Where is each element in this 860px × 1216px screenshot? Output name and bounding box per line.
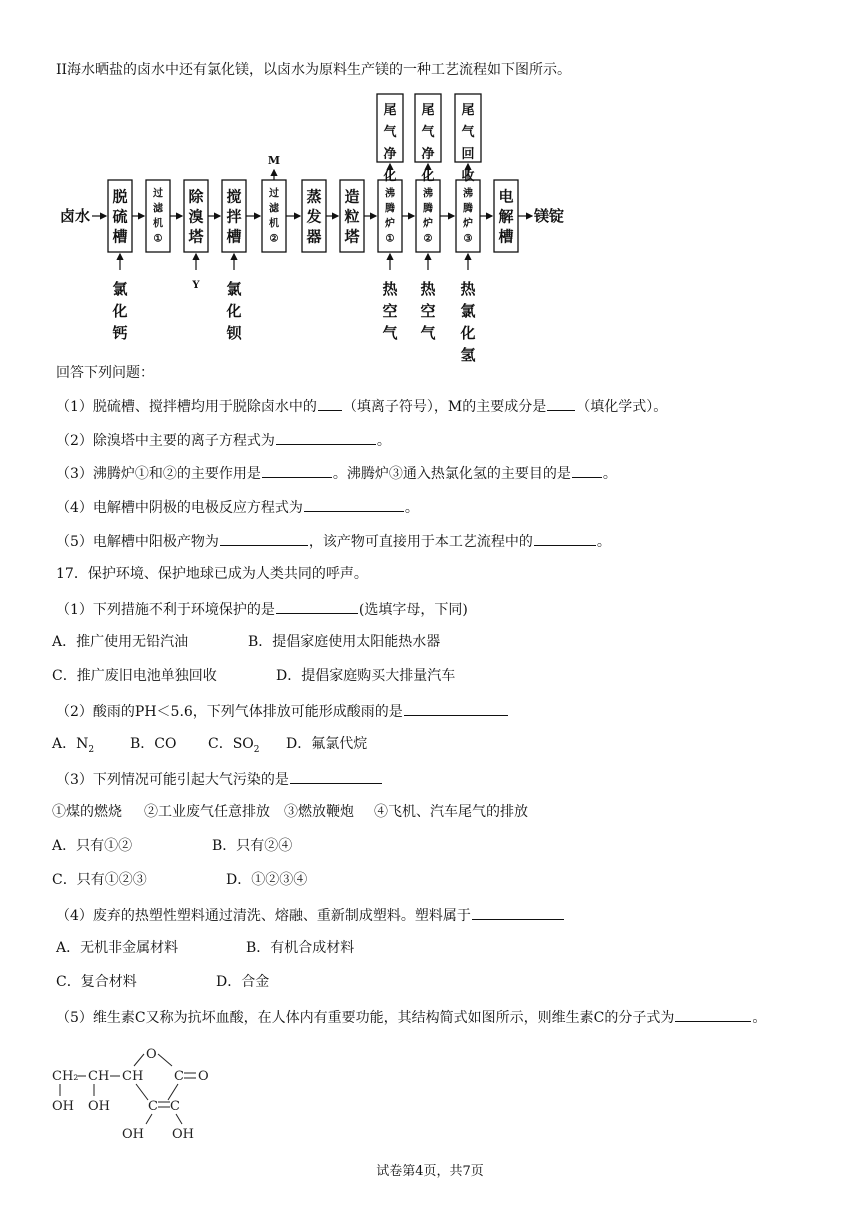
intro-text: II海水晒盐的卤水中还有氯化镁，以卤水为原料生产镁的一种工艺流程如下图所示。: [56, 62, 572, 78]
flow-box-label: 造: [344, 187, 360, 206]
q17-3-options-row2: [52, 870, 307, 890]
answer-blank[interactable]: [304, 496, 404, 512]
oh-1: OH: [52, 1099, 74, 1114]
bottom-label: 热: [420, 280, 436, 298]
bottom-label: 化: [226, 302, 242, 320]
top-box-label: 气: [383, 125, 397, 140]
flow-box-label: 炉: [423, 218, 433, 230]
answer-blank[interactable]: [220, 530, 308, 546]
bottom-label: 钡: [226, 324, 242, 342]
flow-box-label: 过: [153, 188, 163, 200]
option-b[interactable]: B．只有②④: [212, 838, 293, 854]
flow-end-label: 镁锭: [534, 207, 565, 225]
bottom-label: 热: [460, 280, 476, 298]
ring-c1: C: [148, 1099, 158, 1114]
process-flow-diagram: [60, 92, 570, 364]
option-c[interactable]: C．$SO_2$: [208, 736, 260, 755]
flow-box-label: 过: [269, 188, 279, 200]
q16-3: （3）沸腾炉①和②的主要作用是 。沸腾炉③通入热氯化氢的主要目的是 。: [56, 462, 617, 484]
answer-blank[interactable]: [534, 530, 596, 546]
flow-box-label: 炉: [463, 218, 473, 230]
bottom-label: 氢: [460, 346, 476, 364]
page-footer: 试卷第4页，共7页: [376, 1164, 484, 1179]
oh-3: OH: [122, 1127, 144, 1142]
q17-1-options-row1: [52, 632, 440, 652]
flow-box-label: 沸: [385, 188, 395, 200]
answer-blank[interactable]: [547, 395, 575, 411]
vitamin-c-structure: [48, 1042, 238, 1142]
flow-box-label: ①: [153, 233, 163, 245]
answer-blank[interactable]: [318, 395, 342, 411]
flow-box-label: 溴: [188, 207, 204, 226]
option-a[interactable]: A．只有①②: [52, 838, 133, 854]
q17-3-items: ①煤的燃烧 ②工业废气任意排放 ③燃放鞭炮 ④飞机、汽车尾气的排放: [52, 804, 528, 820]
flow-box-label: 腾: [385, 203, 395, 215]
label-m: M: [267, 154, 281, 167]
option-c[interactable]: C．只有①②③: [52, 872, 147, 888]
bottom-label: 空: [420, 302, 436, 320]
flow-box-label: 塔: [344, 227, 360, 246]
ch-group: CH: [88, 1069, 110, 1084]
flow-box-label: 器: [306, 227, 322, 246]
flow-box-label: ①: [385, 233, 395, 245]
top-box-label: 气: [421, 125, 435, 140]
bottom-label: 氯: [112, 280, 128, 298]
option-a[interactable]: A．$N_2$: [52, 736, 95, 755]
flow-box-label: 塔: [188, 227, 204, 246]
bottom-label: 化: [460, 324, 476, 342]
option-b[interactable]: B．提倡家庭使用太阳能热水器: [248, 634, 441, 650]
oh-4: OH: [172, 1127, 194, 1142]
answer-blank[interactable]: [572, 462, 602, 478]
flow-box-label: 腾: [463, 203, 473, 215]
carbonyl-c: C: [174, 1069, 184, 1084]
flow-box-label: 硫: [112, 207, 128, 226]
flow-box-label: 沸: [423, 188, 433, 200]
option-d[interactable]: D．①②③④: [226, 872, 308, 888]
q16-4: （4）电解槽中阴极的电极反应方程式为 。: [56, 496, 419, 518]
top-box-label: 气: [461, 125, 475, 140]
top-box-label: 净: [383, 147, 397, 162]
flow-box-label: ③: [463, 233, 473, 245]
flow-box-label: ②: [423, 233, 433, 245]
flow-box-label: 槽: [112, 227, 128, 246]
flow-box-label: 粒: [344, 207, 360, 226]
flow-box-label: 机: [153, 218, 163, 230]
flow-box-label: 滤: [269, 203, 279, 215]
q17-title: 17．保护环境、保护地球已成为人类共同的呼声。: [56, 566, 368, 582]
option-c[interactable]: C．复合材料: [56, 974, 137, 990]
flow-box-label: 解: [498, 207, 514, 226]
bottom-label: 钙: [112, 324, 128, 342]
flow-box-label: ②: [269, 233, 279, 245]
top-box-label: 净: [421, 147, 435, 162]
q17-2-options: [52, 734, 367, 760]
bottom-label: 氯: [226, 280, 242, 298]
flow-box-label: 机: [269, 218, 279, 230]
carbonyl-o: O: [198, 1069, 209, 1084]
bottom-label: 氯: [460, 302, 476, 320]
flow-box-label: 蒸: [306, 187, 322, 206]
flow-box-label: 槽: [498, 227, 514, 246]
option-c[interactable]: C．推广废旧电池单独回收: [52, 668, 217, 684]
option-b[interactable]: B．CO: [130, 736, 177, 752]
flow-start-label: 卤水: [60, 207, 91, 225]
bottom-label: 空: [382, 302, 398, 320]
q16-1: （1）脱硫槽、搅拌槽均用于脱除卤水中的 （填离子符号），M的主要成分是 （填化学式）。: [56, 395, 667, 417]
answer-prompt: 回答下列问题：: [56, 365, 154, 381]
bottom-label: 热: [382, 280, 398, 298]
top-box-label: 尾: [383, 103, 397, 118]
option-a[interactable]: A．无机非金属材料: [56, 940, 179, 956]
q17-3-options-row1: [52, 836, 292, 856]
q17-4: （4）废弃的热塑性塑料通过清洗、熔融、重新制成塑料。塑料属于: [56, 904, 565, 926]
ring-oxygen: O: [146, 1047, 157, 1062]
option-a[interactable]: A．推广使用无铅汽油: [52, 634, 189, 650]
flow-box-label: 脱: [112, 187, 128, 206]
flow-box-label: 槽: [226, 227, 242, 246]
flow-box-label: 滤: [153, 203, 163, 215]
flow-box-label: 电: [498, 187, 514, 206]
ch2-group: CH₂: [52, 1069, 79, 1084]
option-b[interactable]: B．有机合成材料: [246, 940, 355, 956]
top-box-label: 尾: [421, 103, 435, 118]
top-box-label: 尾: [461, 103, 475, 118]
q17-2: （2）酸雨的PH＜5.6，下列气体排放可能形成酸雨的是: [56, 700, 509, 722]
option-d[interactable]: D．提倡家庭购买大排量汽车: [276, 668, 456, 684]
oh-2: OH: [88, 1099, 110, 1114]
bottom-label: 化: [112, 302, 128, 320]
flow-box-label: 发: [306, 207, 322, 226]
q16-2: （2）除溴塔中主要的离子方程式为 。: [56, 429, 391, 451]
flow-box-label: 搅: [226, 187, 242, 206]
bottom-label: 气: [382, 324, 398, 342]
flow-box-label: 拌: [226, 207, 242, 226]
top-box-label: 化: [383, 169, 397, 184]
q16-5: （5）电解槽中阳极产物为 ，该产物可直接用于本工艺流程中的 。: [56, 530, 611, 552]
q17-4-options-row2: [56, 972, 269, 992]
q17-1: （1）下列措施不利于环境保护的是 (选填字母，下同): [56, 598, 468, 620]
q17-3: （3）下列情况可能引起大气污染的是: [56, 768, 383, 790]
answer-blank[interactable]: [276, 429, 376, 445]
top-box-label: 回: [461, 147, 475, 162]
q17-5: （5）维生素C又称为抗坏血酸，在人体内有重要功能，其结构简式如图所示，则维生素C的分子式为 。: [56, 1006, 766, 1028]
option-d[interactable]: D．合金: [216, 974, 270, 990]
bottom-label: Y: [192, 280, 200, 291]
answer-blank[interactable]: [262, 462, 332, 478]
flow-box-label: 炉: [385, 218, 395, 230]
flow-box-label: 腾: [423, 203, 433, 215]
ring-c2: C: [170, 1099, 180, 1114]
ring-ch: CH: [122, 1069, 144, 1084]
bottom-label: 气: [420, 324, 436, 342]
flow-box-label: 沸: [463, 188, 473, 200]
flow-box-label: 除: [188, 187, 204, 206]
top-box-label: 化: [421, 169, 435, 184]
q17-4-options-row1: [56, 938, 354, 958]
option-d[interactable]: D．氟氯代烷: [286, 736, 368, 752]
top-box-label: 收: [461, 169, 475, 184]
q17-1-options-row2: [52, 666, 455, 686]
